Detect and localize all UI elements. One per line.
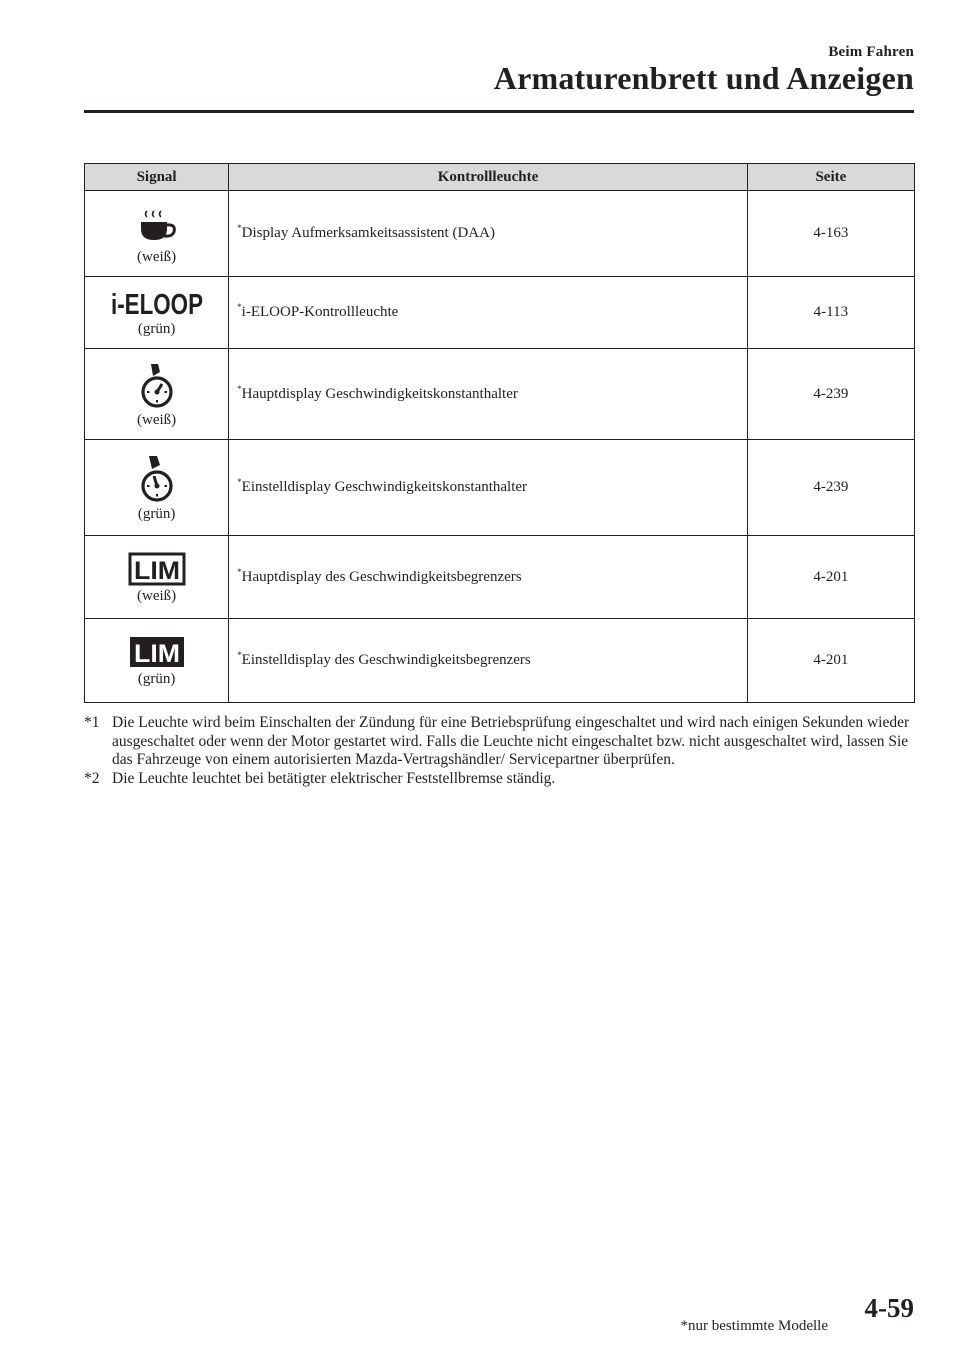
table-row [85,440,915,536]
footnote-number: *1 [84,714,100,731]
model-marker: * [237,302,242,312]
footnote-text: Die Leuchte leuchtet bei betätigter elektrischer Feststellbremse ständig. [112,769,556,787]
footnote [84,770,914,789]
indicator-description: i-ELOOP-Kontrollleuchte [241,304,399,320]
lim-icon [128,635,186,669]
footnote-number: *2 [84,769,100,787]
table-row [85,349,915,440]
indicator-description-cell [229,536,748,619]
model-marker: * [237,383,242,394]
signal-color: (weiß) [137,249,177,265]
model-marker: * [237,650,242,660]
signal-color: (grün) [137,506,176,522]
table-row [85,277,915,349]
i-eloop-icon [109,289,205,319]
header-rule [84,110,914,113]
section-label: Beim Fahren [828,44,914,60]
lim-icon [128,552,186,586]
signal-color: (grün) [137,671,176,687]
model-marker: * [237,477,242,487]
signal-color: (weiß) [137,587,177,604]
table-header-row [85,164,915,191]
signal-cell [85,619,229,703]
indicator-description-cell [229,277,748,349]
indicator-description-cell [229,619,748,703]
model-marker: * [237,223,242,233]
footer-note: *nur bestimmte Modelle [680,1318,828,1334]
signal-cell [85,277,229,349]
table-row [85,536,915,619]
speedometer-cruise-icon [135,454,179,504]
page-reference: 4-239 [747,440,914,536]
indicator-description-cell [229,191,748,277]
column-header-page: Seite [747,164,914,191]
coffee-cup-icon [135,203,179,247]
table-row [85,191,915,277]
speedometer-cruise-icon [135,362,179,410]
indicator-table [84,163,915,703]
indicator-description-cell [229,349,748,440]
lim-icon-text: LIM [133,556,180,585]
column-header-signal: Signal [85,164,229,191]
model-marker: * [237,566,242,577]
lim-icon-text: LIM [133,640,180,668]
indicator-description: Einstelldisplay des Geschwindigkeitsbegrenzers [241,652,531,668]
page-reference: 4-239 [747,349,914,440]
signal-cell [85,349,229,440]
indicator-description: Display Aufmerksamkeitsassistent (DAA) [241,225,495,241]
page-number: 4-59 [864,1293,914,1323]
column-header-indicator: Kontrollleuchte [229,164,748,191]
page-reference: 4-113 [747,277,914,349]
page-reference: 4-201 [747,536,914,619]
page-reference: 4-163 [747,191,914,277]
signal-color: (grün) [137,321,176,337]
indicator-description: Hauptdisplay Geschwindigkeitskonstanthalter [241,385,518,402]
table-row [85,619,915,703]
indicator-description-cell [229,440,748,536]
footnote-text: Die Leuchte wird beim Einschalten der Zündung für eine Betriebsprüfung eingeschaltet und wird nach einigen Sekunden wieder ausgeschaltet oder wenn der Motor gestartet wird. Falls die Leuchte nicht eingeschaltet bzw. nicht ausgeschaltet wird, lassen Sie das Fahrzeuge von einem autorisierten Mazda-Vertragshändler/ Servicepartner überprüfen. [112,714,910,768]
footnotes [84,714,914,788]
footnote [84,714,914,770]
i-eloop-icon-text: i-ELOOP [110,289,203,321]
page-reference: 4-201 [747,619,914,703]
signal-cell [85,440,229,536]
page-title: Armaturenbrett und Anzeigen [493,60,914,96]
indicator-description: Einstelldisplay Geschwindigkeitskonstanthalter [241,479,528,495]
signal-cell [85,191,229,277]
indicator-description: Hauptdisplay des Geschwindigkeitsbegrenzers [241,568,522,585]
signal-cell [85,536,229,619]
signal-color: (weiß) [137,411,177,428]
